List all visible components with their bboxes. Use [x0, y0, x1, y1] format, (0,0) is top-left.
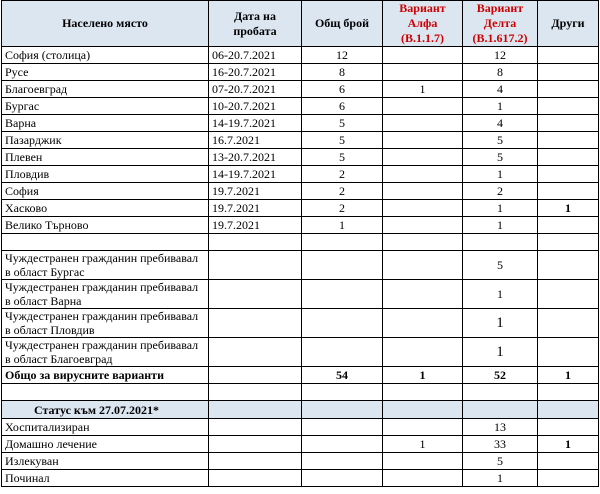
table-row — [2, 436, 599, 453]
table-row — [2, 132, 599, 149]
cell-place: Чуждестранен гражданин пребивавал в област Бургас — [2, 251, 209, 280]
table-row — [2, 217, 599, 234]
cell-other — [538, 166, 599, 183]
cell-date: 16.7.2021 — [209, 132, 302, 149]
empty-row — [2, 384, 599, 401]
cell-date: 06-20.7.2021 — [209, 47, 302, 64]
cell-place: Велико Търново — [2, 217, 209, 234]
cell-alpha — [383, 217, 463, 234]
cell-date: 19.7.2021 — [209, 200, 302, 217]
cell-delta: 1 — [463, 280, 538, 309]
cell-alpha — [383, 200, 463, 217]
header-date: Дата на пробата — [209, 1, 302, 47]
cell-date: 19.7.2021 — [209, 217, 302, 234]
table-row — [2, 251, 599, 280]
cell-delta: 5 — [463, 149, 538, 166]
cell-other — [538, 47, 599, 64]
header-delta: Вариант Делта (B.1.617.2) — [463, 1, 538, 47]
totals-row — [2, 367, 599, 384]
table-row — [2, 64, 599, 81]
status-other — [538, 419, 599, 436]
cell-place: Плевен — [2, 149, 209, 166]
table-row — [2, 47, 599, 64]
totals-total: 54 — [302, 367, 383, 384]
totals-delta: 52 — [463, 367, 538, 384]
cell-other — [538, 132, 599, 149]
cell-alpha — [383, 98, 463, 115]
cell-other — [538, 217, 599, 234]
cell-place: Пазарджик — [2, 132, 209, 149]
cell-total: 12 — [302, 47, 383, 64]
status-header-row — [2, 401, 599, 419]
cell-place: Чуждестранен гражданин пребивавал в област Благоевград — [2, 338, 209, 367]
status-delta: 5 — [463, 453, 538, 470]
cell-date: 16-20.7.2021 — [209, 64, 302, 81]
status-delta: 1 — [463, 470, 538, 487]
header-total: Общ брой — [302, 1, 383, 47]
table-row — [2, 453, 599, 470]
status-label: Излекуван — [2, 453, 209, 470]
cell-other — [538, 98, 599, 115]
table-row — [2, 115, 599, 132]
status-alpha — [383, 419, 463, 436]
cell-total: 2 — [302, 183, 383, 200]
cell-place: Хасково — [2, 200, 209, 217]
cell-alpha — [383, 64, 463, 81]
table-row — [2, 309, 599, 338]
cell-delta: 8 — [463, 64, 538, 81]
variants-table — [1, 0, 599, 487]
cell-place: Пловдив — [2, 166, 209, 183]
cell-other — [538, 115, 599, 132]
cell-date: 13-20.7.2021 — [209, 149, 302, 166]
header-row — [2, 1, 599, 47]
table-row — [2, 166, 599, 183]
cell-delta: 12 — [463, 47, 538, 64]
cell-delta: 1 — [463, 200, 538, 217]
status-other: 1 — [538, 436, 599, 453]
header-place: Населено място — [2, 1, 209, 47]
cell-other — [538, 183, 599, 200]
cell-delta: 2 — [463, 183, 538, 200]
cell-other: 1 — [538, 200, 599, 217]
cell-delta: 5 — [463, 132, 538, 149]
status-alpha — [383, 470, 463, 487]
status-other — [538, 470, 599, 487]
table-row — [2, 338, 599, 367]
cell-date: 14-19.7.2021 — [209, 115, 302, 132]
totals-alpha: 1 — [383, 367, 463, 384]
cell-alpha — [383, 47, 463, 64]
cell-delta: 1 — [463, 217, 538, 234]
cell-alpha — [383, 132, 463, 149]
cell-place: Бургас — [2, 98, 209, 115]
cell-delta: 1 — [463, 309, 538, 338]
status-alpha: 1 — [383, 436, 463, 453]
cell-total: 6 — [302, 81, 383, 98]
cell-place: Благоевград — [2, 81, 209, 98]
totals-other: 1 — [538, 367, 599, 384]
status-label: Хоспитализиран — [2, 419, 209, 436]
cell-delta: 1 — [463, 166, 538, 183]
status-other — [538, 453, 599, 470]
cell-place: Русе — [2, 64, 209, 81]
cell-other — [538, 81, 599, 98]
status-label: Домашно лечение — [2, 436, 209, 453]
cell-alpha — [383, 166, 463, 183]
cell-date: 10-20.7.2021 — [209, 98, 302, 115]
cell-place: София — [2, 183, 209, 200]
cell-delta: 1 — [463, 98, 538, 115]
table-row — [2, 149, 599, 166]
cell-total: 5 — [302, 115, 383, 132]
cell-date: 14-19.7.2021 — [209, 166, 302, 183]
cell-place: Чуждестранен гражданин пребивавал в област Пловдив — [2, 309, 209, 338]
table-row — [2, 81, 599, 98]
cell-alpha — [383, 115, 463, 132]
cell-delta: 1 — [463, 338, 538, 367]
cell-date: 19.7.2021 — [209, 183, 302, 200]
table-row — [2, 183, 599, 200]
cell-delta: 4 — [463, 81, 538, 98]
cell-total: 1 — [302, 217, 383, 234]
cell-alpha: 1 — [383, 81, 463, 98]
cell-place: София (столица) — [2, 47, 209, 64]
cell-total: 2 — [302, 200, 383, 217]
cell-other — [538, 64, 599, 81]
table-row — [2, 470, 599, 487]
cell-total: 8 — [302, 64, 383, 81]
empty-row — [2, 234, 599, 251]
cell-total: 5 — [302, 132, 383, 149]
cell-other — [538, 149, 599, 166]
cell-alpha — [383, 149, 463, 166]
header-alpha: Вариант Алфа (B.1.1.7) — [383, 1, 463, 47]
cell-delta: 5 — [463, 251, 538, 280]
cell-total: 6 — [302, 98, 383, 115]
status-delta: 33 — [463, 436, 538, 453]
totals-label: Общо за вирусните варианти — [2, 367, 209, 384]
status-delta: 13 — [463, 419, 538, 436]
header-other: Други — [538, 1, 599, 47]
cell-total: 5 — [302, 149, 383, 166]
table-row — [2, 280, 599, 309]
cell-place: Чуждестранен гражданин пребивавал в област Варна — [2, 280, 209, 309]
status-label: Починал — [2, 470, 209, 487]
cell-delta: 4 — [463, 115, 538, 132]
cell-total: 2 — [302, 166, 383, 183]
table-row — [2, 419, 599, 436]
cell-place: Варна — [2, 115, 209, 132]
status-title: Статус към 27.07.2021* — [2, 401, 209, 419]
table-row — [2, 200, 599, 217]
status-alpha — [383, 453, 463, 470]
cell-date: 07-20.7.2021 — [209, 81, 302, 98]
table-row — [2, 98, 599, 115]
cell-alpha — [383, 183, 463, 200]
